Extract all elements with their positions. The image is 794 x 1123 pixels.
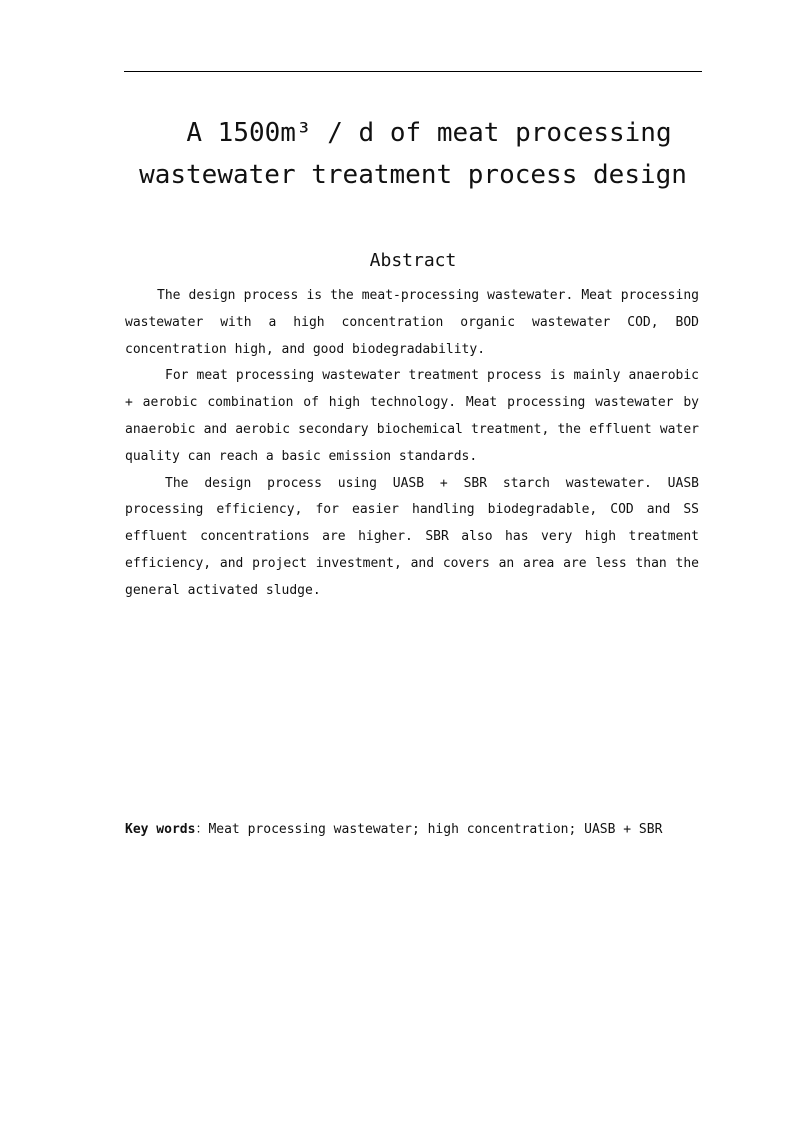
keywords-label: Key words xyxy=(125,822,196,837)
abstract-paragraph-1: The design process is the meat-processing wastewater. Meat processing wastewater with a high concentration organic wastewater COD, BOD concentration high, and good biodegradability. xyxy=(125,288,699,357)
abstract-heading: Abstract xyxy=(369,250,457,271)
abstract-paragraph-2: For meat processing wastewater treatment process is mainly anaerobic + aerobic combination of high technology. Meat processing wastewater by anaerobic and aerobic secondary biochemical treatment, the effluent water quality can reach a basic emission standards. xyxy=(125,368,699,464)
header-rule xyxy=(124,71,702,72)
abstract-paragraph-3: The design process using UASB + SBR starch wastewater. UASB processing efficiency, for easier handling biodegradable, COD and SS effluent concentrations are higher. SBR also has very high treatment efficiency, and project investment, and covers an area are less than the general activated sludge. xyxy=(125,475,699,598)
keywords-line xyxy=(125,818,699,842)
paper-title xyxy=(124,112,702,196)
keywords-text: ：Meat processing wastewater; high concentration; UASB + SBR xyxy=(195,822,663,837)
abstract-body xyxy=(125,283,699,605)
paper-title-line-1: A 1500m³ / d of meat processing xyxy=(186,118,672,148)
paper-title-line-2: wastewater treatment process design xyxy=(139,160,687,190)
